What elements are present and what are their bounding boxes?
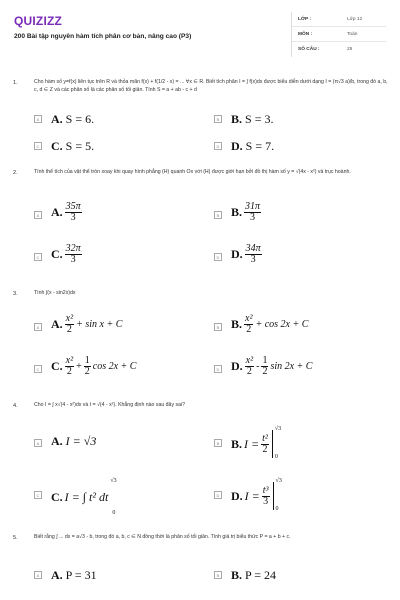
option-2b[interactable]: B B. $\frac{31\pi}{3}$ bbox=[214, 202, 384, 230]
worksheet-title: 200 Bài tập nguyên hàm tích phân cơ bản, nâng cao (P3) bbox=[14, 33, 192, 40]
option-letter-box: C bbox=[34, 491, 42, 499]
option-letter-box: B bbox=[214, 571, 222, 579]
quizizz-logo: QUIZIZZ bbox=[14, 14, 63, 28]
option-1a[interactable]: A A. S = 6. bbox=[34, 112, 204, 128]
option-letter-box: A bbox=[34, 211, 42, 219]
option-2d[interactable]: D D. $\frac{34\pi}{3}$ bbox=[214, 244, 384, 272]
question-text: Cho I = ∫ x√(4 - x²)dx và t = √(4 - x²). Khẳng định nào sau đây sai? bbox=[34, 402, 185, 408]
option-letter-box: A bbox=[34, 571, 42, 579]
option-letter-box: D bbox=[214, 142, 222, 150]
option-letter-box: D bbox=[214, 365, 222, 373]
option-letter-box: B bbox=[214, 115, 222, 123]
worksheet-meta bbox=[291, 12, 386, 57]
option-letter-box: A bbox=[34, 323, 42, 331]
option-2a[interactable]: A A. $\frac{35\pi}{3}$ bbox=[34, 202, 204, 230]
question-text: Tính ∫(x - sin2x)dx bbox=[34, 290, 76, 296]
option-1c[interactable]: C C. S = 5. bbox=[34, 139, 204, 155]
option-letter-box: A bbox=[34, 439, 42, 447]
option-3a[interactable]: A A. $\frac{\text{x²}}{2}$ + sin x + C bbox=[34, 314, 204, 342]
question-number: 3. bbox=[13, 291, 18, 297]
question-number: 2. bbox=[13, 170, 18, 176]
option-letter-box: D bbox=[214, 253, 222, 261]
option-3d[interactable]: D D. $\frac{\text{x²}}{2}$ - $\frac{1}{2}$ sin 2x + C bbox=[214, 356, 384, 384]
meta-row-subject: MÔN : Toán bbox=[292, 27, 386, 42]
option-1d[interactable]: D D. S = 7. bbox=[214, 139, 384, 155]
question-text: Cho hàm số y=f(x) liên tục trên R và thỏa mãn f(x) + f(1/2 - x) = ... ∀x ∈ R. Biết tích phân I = ∫ f(x)dx được biểu diễn dưới dạng I = (π√3 a)/b, trong đó a, b, c, d ∈ Z và các phân số là các phân số tối giản. Tính S = a + ab - c + d bbox=[34, 79, 388, 93]
option-5b[interactable]: B B. P = 24 bbox=[214, 568, 384, 584]
option-1b[interactable]: B B. S = 3. bbox=[214, 112, 384, 128]
option-4d[interactable]: D D. I = $\frac{\text{t³}}{3}$ √3 0 bbox=[214, 478, 384, 514]
option-5a[interactable]: A A. P = 31 bbox=[34, 568, 204, 584]
option-letter-box: B bbox=[214, 211, 222, 219]
option-4c[interactable]: C C. I = ∫ t² dt √3 0 bbox=[34, 478, 204, 514]
question-number: 5. bbox=[13, 535, 18, 541]
option-letter-box: A bbox=[34, 115, 42, 123]
option-letter-box: C bbox=[34, 365, 42, 373]
option-letter-box: C bbox=[34, 253, 42, 261]
option-letter-box: B bbox=[214, 323, 222, 331]
option-3b[interactable]: B B. $\frac{\text{x²}}{2}$ + cos 2x + C bbox=[214, 314, 384, 342]
option-letter-box: D bbox=[214, 491, 222, 499]
worksheet-header bbox=[0, 0, 400, 64]
option-4b[interactable]: B B. I = $\frac{\text{t²}}{2}$ √3 0 bbox=[214, 426, 384, 462]
option-2c[interactable]: C C. $\frac{32\pi}{3}$ bbox=[34, 244, 204, 272]
meta-row-count: SỐ CÂU : 25 bbox=[298, 47, 353, 52]
option-letter-box: B bbox=[214, 439, 222, 447]
option-4a[interactable]: A A. I = √3 bbox=[34, 434, 204, 454]
question-number: 4. bbox=[13, 403, 18, 409]
question-text: Biết rằng ∫ ... dx = a√3 - b, trong đó a, b, c ∈ N đồng thời là phân số tối giản. Tính giá trị biểu thức P = a + b + c. bbox=[34, 534, 291, 540]
question-number: 1. bbox=[13, 80, 18, 86]
question-text: Tính thể tích của vật thể tròn xoay khi quay hình phẳng (H) quanh Ox với (H) được giới hạn bởi đồ thị hàm số y = √(4x - x²) và trục hoành. bbox=[34, 169, 351, 175]
meta-row-class: LỚP : Lớp 12 bbox=[292, 12, 386, 27]
option-letter-box: C bbox=[34, 142, 42, 150]
option-3c[interactable]: C C. $\frac{\text{x²}}{2}$ + $\frac{1}{2}$ cos 2x + C bbox=[34, 356, 204, 384]
